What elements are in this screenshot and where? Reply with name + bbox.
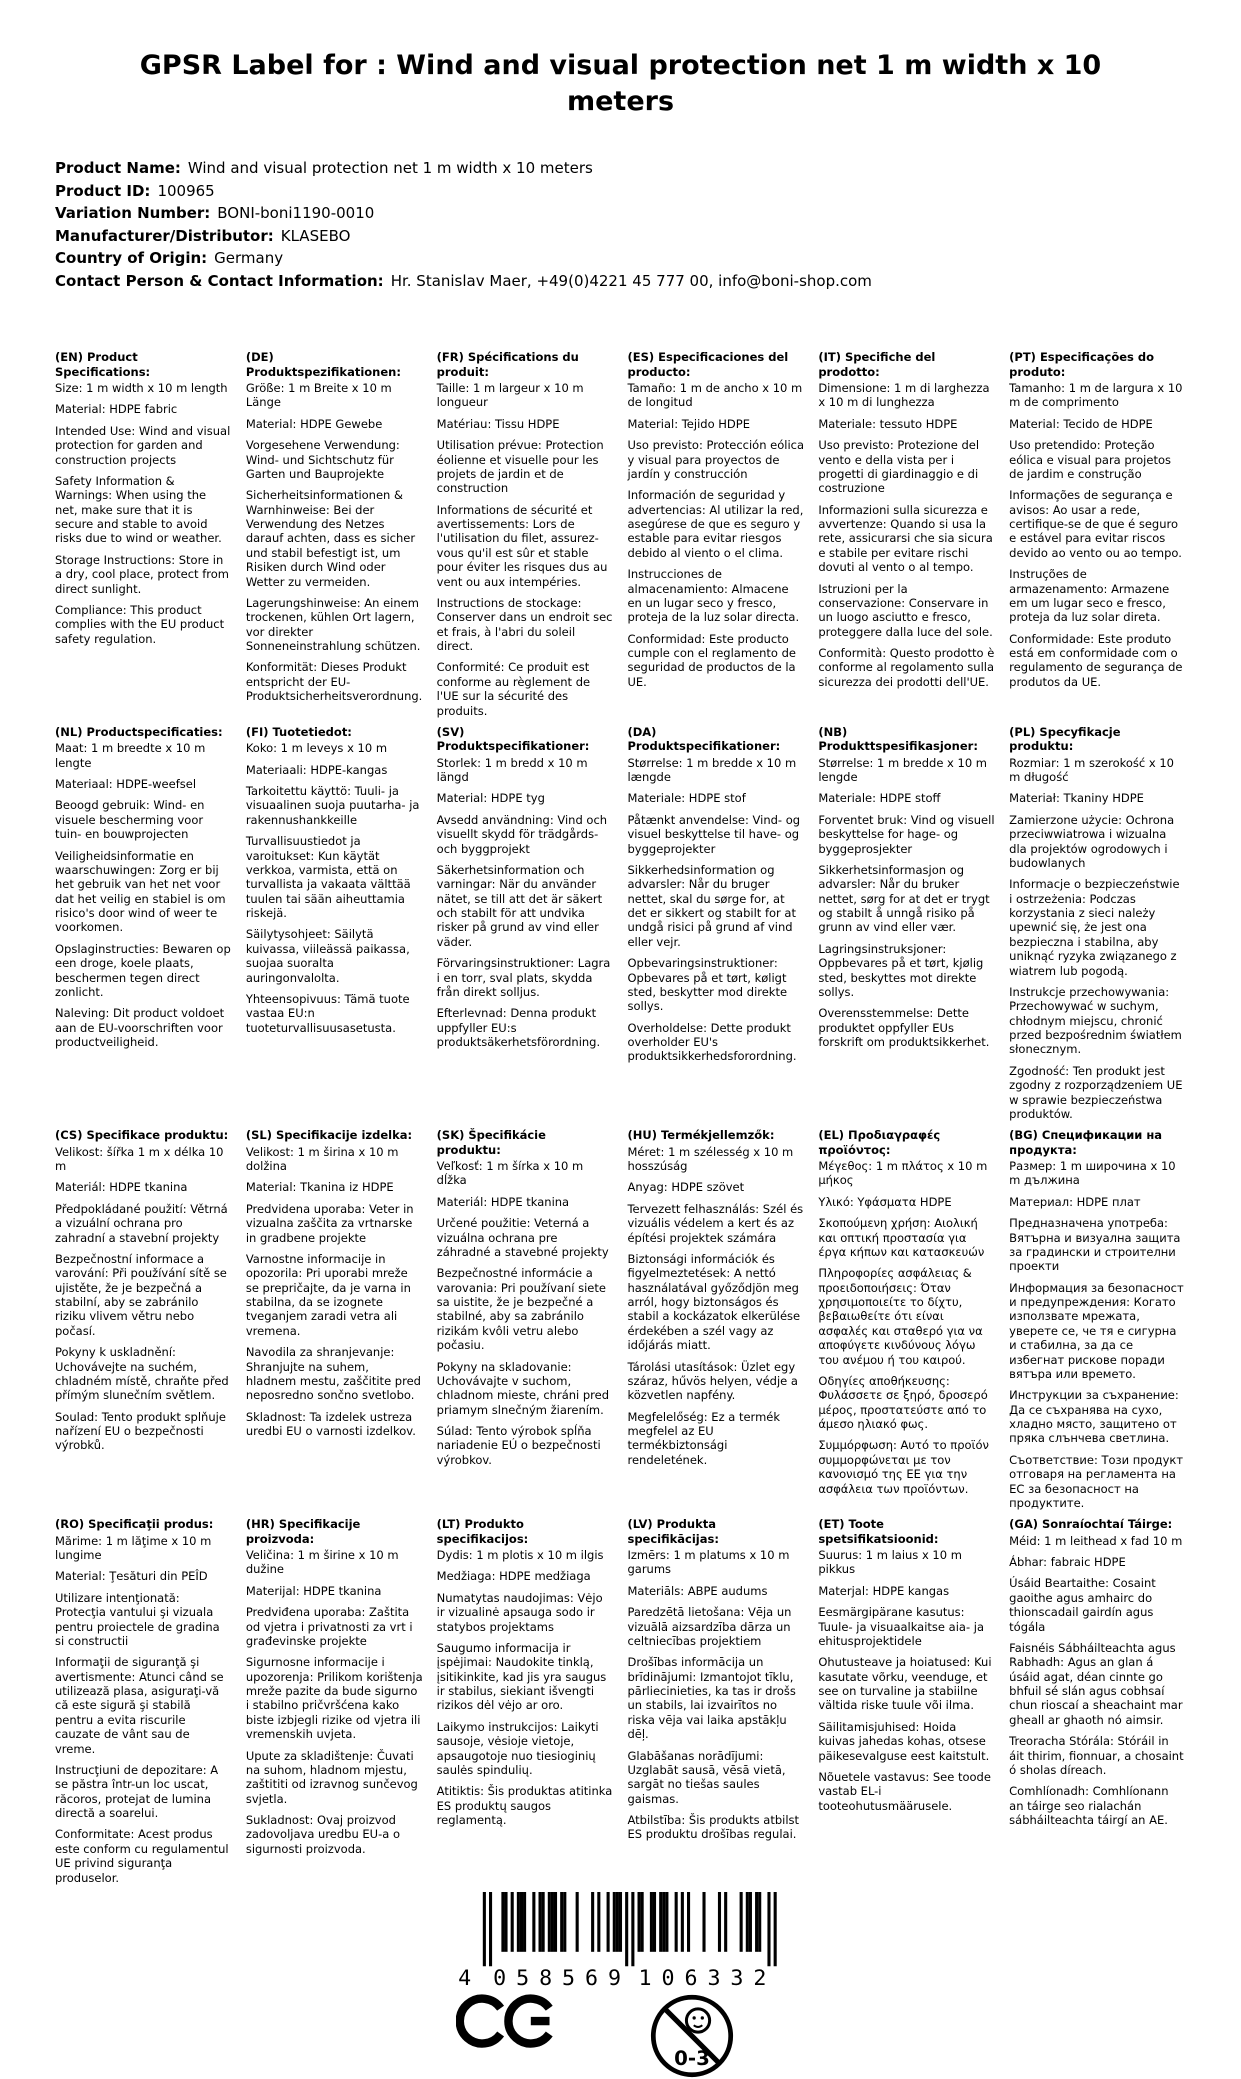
spec-block-fr [437,350,614,725]
spec-paragraph: Paredzētā lietošana: Vēja un vizuālā aizsardzība dārza un celtniecības projektiem [627,1605,792,1648]
product-info-line [55,270,1186,293]
spec-block-nl [55,725,232,1057]
spec-paragraph: Conformità: Questo prodotto è conforme al regolamento sulla sicurezza dei prodotti dell'UE. [818,646,995,689]
spec-block-el [818,1128,995,1503]
spec-paragraph: Forventet bruk: Vind og visuell beskyttelse for hage- og byggeprosjekter [818,812,995,856]
spec-block-bg [1009,1128,1186,1517]
spec-paragraph: Dydis: 1 m plotis x 10 m ilgis [436,1548,604,1562]
spec-paragraph: Velikost: šířka 1 m x délka 10 m [55,1144,224,1173]
spec-paragraph: Bezpečnostné informácie a varovania: Pri používaní siete sa uistite, že je bezpečné a stabilné, aby sa zabránilo rizikám kvôli vetru alebo počasiu. [436,1266,606,1353]
spec-paragraph: Suurus: 1 m laius x 10 m pikkus [818,1548,962,1577]
spec-paragraph: Zamierzone użycie: Ochrona przeciwwiatrowa i wizualna dla projektów ogrodowych i budowlanych [1009,812,1175,870]
spec-heading: (SL) Specifikacije izdelka: [245,1128,413,1143]
spec-paragraph: Matériau: Tissu HDPE [436,416,560,431]
spec-block-es [627,350,804,696]
spec-paragraph: Instrukcje przechowywania: Przechowywać w suchym, chłodnym miejscu, chronić przed bezpośrednim światłem słonecznym. [1009,984,1182,1057]
spec-paragraph: Rozmiar: 1 m szerokość x 10 m długość [1009,755,1174,784]
spec-paragraph: Numatytas naudojimas: Vėjo ir vizualinė apsauga sodo ir statybos projektams [436,1590,603,1634]
spec-paragraph: Tárolási utasítások: Üzlet egy száraz, hűvös helyen, védje a közvetlen napfény. [627,1359,798,1403]
spec-heading: (EL) Προδιαγραφές προϊόντος: [818,1128,941,1157]
spec-paragraph: Förvaringsinstruktioner: Lagra i en torr, sval plats, skydda från direkt solljus. [436,956,611,999]
spec-paragraph: Informações de segurança e avisos: Ao usar a rede, certifique-se de que é seguro e estável para evitar riscos devido ao vento ou ao tempo. [1009,488,1182,560]
spec-paragraph: Bezpečnostní informace a varování: Při používání sítě se ujistěte, že je bezpečná a stabilní, aby se zabránilo riziku vlivem větru nebo počasí. [55,1251,227,1338]
spec-paragraph: Съответствие: Този продукт отговаря на регламента на ЕС за безопасност на продуктите. [1009,1452,1184,1510]
age-warning-0-3-icon [649,1993,735,2079]
spec-heading: (DE) Produktspezifikationen: [245,350,401,379]
spec-paragraph: Påtænkt anvendelse: Vind- og visuel beskyttelse til have- og byggeprojekter [627,812,801,856]
product-info-value: Hr. Stanislav Maer, +49(0)4221 45 777 00, info@boni-shop.com [390,271,872,290]
spec-paragraph: Laikymo instrukcijos: Laikyti sausoje, vėsioje vietoje, apsaugotoje nuo tiesioginių saulės spindulių. [436,1719,599,1777]
spec-paragraph: Materiaal: HDPE-weefsel [55,777,197,791]
product-info-label: Contact Person & Contact Information: [55,271,384,290]
spec-heading: (SV) Produktspecifikationer: [436,724,590,754]
spec-paragraph: Tarkoitettu käyttö: Tuuli- ja visuaalinen suoja puutarha- ja rakennushankkeille [245,784,420,827]
spec-heading: (PT) Especificações do produto: [1009,350,1155,379]
spec-paragraph: Säilitamisjuhised: Hoida kuivas jahedas kohas, otsese päikesevalguse eest kaitstult. [818,1719,990,1763]
spec-paragraph: Tamanho: 1 m de largura x 10 m de comprimento [1009,381,1183,410]
spec-paragraph: Skladnost: Ta izdelek ustreza uredbi EU o varnosti izdelkov. [245,1409,416,1438]
spec-paragraph: Størrelse: 1 m bredde x 10 m lengde [818,755,988,784]
spec-heading: (LT) Produkto specifikacijos: [436,1517,529,1546]
spec-block-hr [246,1517,423,1863]
spec-paragraph: Συμμόρφωση: Αυτό το προϊόν συμμορφώνεται με τον κανονισμό της ΕΕ για την ασφάλεια των προϊόντων. [818,1438,989,1496]
spec-heading: (CS) Specifikace produktu: [55,1128,229,1143]
spec-paragraph: Istruzioni per la conservazione: Conservare in un luogo asciutto e fresco, proteggere dalla luce del sole. [818,581,993,639]
spec-paragraph: Izmērs: 1 m platums x 10 m garums [627,1548,790,1577]
spec-row-3 [55,1128,1186,1517]
product-info-value: BONI-boni1190-0010 [217,204,375,223]
spec-heading: (ET) Toote spetsifikatsioonid: [818,1517,939,1546]
spec-paragraph: Intended Use: Wind and visual protection for garden and construction projects [55,423,231,467]
spec-paragraph: Πληροφορίες ασφάλειας & προειδοποιήσεις: Όταν χρησιμοποιείτε το δίχτυ, βεβαιωθείτε ότι είναι ασφαλές και σταθερό για να αποφύγετε κινδύνους λόγω του ανέμου ή του καιρού. [818,1266,983,1367]
spec-paragraph: Sicherheitsinformationen & Warnhinweise: Bei der Verwendung des Netzes darauf achten, dass es sicher und stabil befestigt ist, um Risiken durch Wind oder Wetter zu vermeiden. [245,488,416,589]
spec-paragraph: Faisnéis Sábháilteachta agus Rabhadh: Agus an glan á úsáid agat, déan cinnte go bhfuil sé slán agus cobhsaí chun rioscaí a sheachaint mar gheall ar ghaoth nó aimsir. [1009,1640,1183,1727]
spec-paragraph: Informaţii de siguranţă şi avertismente: Atunci când se utilizează plasa, asiguraţi-vă că este sigură şi stabilă pentru a evita riscurile cauzate de vânt sau de vreme. [55,1655,224,1756]
spec-paragraph: Materiaali: HDPE-kangas [245,762,388,777]
spec-paragraph: Conformidad: Este producto cumple con el reglamento de seguridad de productos de la UE. [627,631,796,689]
spec-paragraph: Určené použitie: Veterná a vizuálna ochrana pre záhradné a stavebné projekty [436,1216,609,1259]
spec-block-ga [1009,1517,1186,1834]
spec-paragraph: Utilisation prévue: Protection éolienne et visuelle pour les projets de jardin et de construction [436,438,604,496]
spec-heading: (NL) Productspecificaties: [55,724,223,739]
spec-paragraph: Sikkerhedsinformation og advarsler: Når du bruger nettet, skal du sørge for, at det er sikkert og stabilt for at undgå risici på grund af vind eller vejr. [627,862,796,949]
spec-paragraph: Materiál: HDPE tkanina [55,1180,188,1195]
spec-paragraph: Uso previsto: Protección eólica y visual para proyectos de jardín y construcción [627,438,805,481]
product-info-value: 100965 [157,181,215,200]
spec-heading: (HU) Termékjellemzők: [627,1128,775,1143]
spec-paragraph: Soulad: Tento produkt splňuje nařízení EU o bezpečnosti výrobků. [55,1409,226,1453]
product-info-line [55,180,1186,203]
spec-paragraph: Conformité: Ce produit est conforme au règlement de l'UE sur la sécurité des produits. [436,660,591,718]
spec-paragraph: Sikkerhetsinformasjon og advarsler: Når du bruker nettet, sørg for at det er trygt og stabilt å unngå risiko på grunn av vind eller vær. [818,862,990,935]
spec-paragraph: Mărime: 1 m lăţime x 10 m lungime [55,1533,212,1562]
spec-heading: (DA) Produktspecifikationer: [627,724,781,754]
spec-paragraph: Úsáid Beartaithe: Cosaint gaoithe agus amhairc do thionscadail gairdín agus tógála [1009,1576,1156,1634]
language-spec-grid [55,350,1186,1892]
spec-paragraph: Pokyny na skladovanie: Uchovávajte v suchom, chladnom mieste, chráni pred priamym slnečným žiarením. [436,1359,610,1417]
product-info-label: Country of Origin: [55,249,208,268]
spec-heading: (NB) Produkttspesifikasjoner: [818,724,978,754]
spec-paragraph: Safety Information & Warnings: When using the net, make sure that it is secure and stable to avoid risks due to wind or weather. [55,473,222,546]
spec-paragraph: Opslaginstructies: Bewaren op een droge, koele plaats, beschermen tegen direct zonlicht. [55,941,231,999]
spec-paragraph: Säkerhetsinformation och varningar: När du använder nätet, se till att det är säkert och stabilt för att undvika risker på grund av vind eller väder. [436,862,603,949]
spec-paragraph: Μέγεθος: 1 m πλάτος x 10 m μήκος [818,1159,988,1188]
spec-paragraph: Yhteensopivuus: Tämä tuote vastaa EU:n tuoteturvallisuusasetusta. [245,991,410,1035]
spec-paragraph: Veličina: 1 m širine x 10 m dužine [245,1548,399,1577]
spec-paragraph: Material: HDPE tyg [436,791,545,806]
spec-paragraph: Veiligheidsinformatie en waarschuwingen: Zorg er bij het gebruik van het net voor dat het veilig en stabiel is om risico's door wind of weer te voorkomen. [55,848,226,935]
spec-paragraph: Sigurnosne informacije i upozorenja: Prilikom korištenja mreže pazite da bude sigurno i stabilno pričvršćena kako biste izbjegli rizike od vjetra ili vremenskih uvjeta. [245,1655,423,1742]
spec-paragraph: Información de seguridad y advertencias: Al utilizar la red, asegúrese de que es seguro y estable para evitar riesgos debido al viento o el clima. [627,488,804,560]
spec-paragraph: Uso previsto: Protezione del vento e della vista per i progetti di giardinaggio e di costruzione [818,438,980,496]
spec-paragraph: Информация за безопасност и предупреждения: Когато използвате мрежата, уверете се, че тя е сигурна и стабилна, за да се избегнат рискове поради вятъра или времето. [1009,1280,1184,1381]
spec-block-nb [818,725,995,1057]
product-info-line [55,247,1186,270]
spec-paragraph: Informations de sécurité et avertissements: Lors de l'utilisation du filet, assurez-vous qu'il est sûr et stable pour éviter les risques dus au vent ou aux intempéries. [436,502,608,589]
spec-paragraph: Lagerungshinweise: An einem trockenen, kühlen Ort lagern, vor direkter Sonneneinstrahlung schützen. [245,595,421,653]
spec-paragraph: Comhlíonadh: Comhlíonann an táirge seo rialachán sábháilteachta táirgí an AE. [1009,1784,1169,1827]
spec-row-4 [55,1517,1186,1892]
product-info-line [55,157,1186,180]
spec-paragraph: Veľkosť: 1 m šírka x 10 m dĺžka [436,1159,584,1188]
spec-paragraph: Nõuetele vastavus: See toode vastab EL-i tooteohutusmäärusele. [818,1769,991,1813]
ean13-barcode [456,1892,786,1991]
spec-block-lt [437,1517,614,1834]
spec-block-fi [246,725,423,1042]
spec-paragraph: Størrelse: 1 m bredde x 10 m længde [627,755,797,784]
spec-heading: (EN) Product Specifications: [55,350,151,379]
product-info-value: KLASEBO [280,226,351,245]
compliance-marks-row [456,1993,786,2079]
spec-paragraph: Overensstemmelse: Dette produktet oppfyller EUs forskrift om produktsikkerhet. [818,1006,990,1049]
spec-block-ro [55,1517,232,1892]
spec-paragraph: Instructions de stockage: Conserver dans un endroit sec et frais, à l'abri du soleil direct. [436,595,613,653]
spec-paragraph: Upute za skladištenje: Čuvati na suhom, hladnom mjestu, zaštititi od izravnog sunčevog svjetla. [245,1748,418,1806]
spec-paragraph: Materijal: HDPE tkanina [245,1583,382,1598]
spec-paragraph: Storage Instructions: Store in a dry, cool place, protect from direct sunlight. [55,552,229,596]
spec-paragraph: Tamaño: 1 m de ancho x 10 m de longitud [627,381,803,410]
spec-paragraph: Material: Ţesături din PEÎD [55,1569,208,1584]
product-info-line [55,225,1186,248]
spec-paragraph: Eesmärgipärane kasutus: Tuule- ja visuaalkaitse aia- ja ehitusprojektidele [818,1605,984,1648]
spec-paragraph: Instrucţiuni de depozitare: A se păstra într-un loc uscat, răcoros, protejat de lumina directă a soarelui. [55,1762,219,1820]
spec-block-pt [1009,350,1186,696]
spec-block-da [627,725,804,1071]
product-info-label: Product Name: [55,159,181,178]
spec-paragraph: Dimensione: 1 m di larghezza x 10 m di lunghezza [818,381,990,410]
spec-paragraph: Sukladnost: Ovaj proizvod zadovoljava uredbu EU-a o sigurnosti proizvoda. [245,1813,400,1856]
spec-paragraph: Uso pretendido: Proteção eólica e visual para projetos de jardim e construção [1009,438,1171,481]
spec-paragraph: Υλικό: Υφάσματα HDPE [818,1194,952,1209]
barcode-digits-left: 058569 [492,1965,621,1991]
barcode-digit-first: 4 [457,1965,471,1991]
spec-paragraph: Tervezett felhasználás: Szél és vizuális védelem a kert és az építési projektek számára [627,1201,804,1245]
spec-paragraph: Utilizare intenţionată: Protecţia vantului şi vizuala pentru proiectele de gradina si constructii [55,1590,220,1648]
spec-paragraph: Atbilstība: Šis produkts atbilst ES produktu drošības regulai. [627,1813,800,1842]
spec-heading: (GA) Sonraíochtaí Táirge: [1009,1517,1173,1532]
barcode-digits-right: 106332 [638,1965,766,1991]
spec-heading: (FI) Tuotetiedot: [245,724,352,739]
spec-paragraph: Overholdelse: Dette produkt overholder EU's produktsikkerhedsforordning. [627,1020,797,1064]
ce-mark-icon [456,1993,557,2051]
spec-paragraph: Materiál: HDPE tkanina [436,1194,570,1209]
spec-paragraph: Biztonsági információk és figyelmeztetések: A nettó használatával győződjön meg arról, hogy biztonságos és stabil a kockázatok elkerülése érdekében a szél vagy az időjárás miatt. [627,1251,801,1353]
spec-paragraph: Maat: 1 m breedte x 10 m lengte [55,741,206,770]
spec-paragraph: Materjal: HDPE kangas [818,1583,950,1598]
spec-paragraph: Saugumo informacija ir įspėjimai: Naudokite tinklą, įsitikinkite, kad jis yra saugus ir stabilus, siekiant išvengti rizikos dėl vėjo ar oro. [436,1640,607,1713]
spec-heading: (RO) Specificaţii produs: [55,1517,214,1532]
spec-paragraph: Σκοπούμενη χρήση: Αιολική και οπτική προστασία για έργα κήπων και κατασκευών [818,1216,985,1259]
spec-heading: (ES) Especificaciones del producto: [627,350,789,379]
spec-paragraph: Atitiktis: Šis produktas atitinka ES produktų saugos reglamentą. [436,1784,613,1827]
product-info-label: Manufacturer/Distributor: [55,226,274,245]
spec-paragraph: Säilytysohjeet: Säilytä kuivassa, viileässä paikassa, suojaa suoralta auringonvalolta. [245,927,410,985]
spec-paragraph: Varnostne informacije in opozorila: Pri uporabi mreže se prepričajte, da je varna in stabilna, da se izognete tveganjem zaradi vetra ali vremena. [245,1251,411,1338]
spec-paragraph: Beoogd gebruik: Wind- en visuele bescherming voor tuin- en bouwprojecten [55,798,205,842]
spec-paragraph: Velikost: 1 m širina x 10 m dolžina [245,1144,399,1173]
spec-paragraph: Informazioni sulla sicurezza e avvertenze: Quando si usa la rete, assicurarsi che sia sicura e stabile per evitare rischi dovuti al vento o al tempo. [818,502,993,575]
spec-paragraph: Material: HDPE Gewebe [245,416,383,431]
spec-block-pl [1009,725,1186,1128]
spec-paragraph: Efterlevnad: Denna produkt uppfyller EU:s produktsäkerhetsförordning. [436,1006,601,1049]
spec-block-de [246,350,423,710]
spec-paragraph: Material: Tejido HDPE [627,416,750,431]
product-info-value: Wind and visual protection net 1 m width x 10 meters [187,159,593,178]
spec-block-lv [627,1517,804,1849]
spec-paragraph: Materiāls: ABPE audums [627,1583,768,1598]
product-info-line [55,202,1186,225]
spec-paragraph: Conformidade: Este produto está em conformidade com o regulamento de segurança de produtos da UE. [1009,631,1183,689]
spec-block-sk [437,1128,614,1474]
spec-row-1 [55,350,1186,725]
spec-block-et [818,1517,995,1820]
spec-paragraph: Instrucciones de almacenamiento: Almacene en un lugar seco y fresco, proteja de la luz solar directa. [627,567,800,625]
spec-heading: (SK) Špecifikácie produktu: [436,1128,546,1157]
spec-paragraph: Ohutusteave ja hoiatused: Kui kasutate võrku, veenduge, et see on turvaline ja stabiilne vältida riske tuule või ilma. [818,1655,992,1713]
spec-paragraph: Naleving: Dit product voldoet aan de EU-voorschriften voor productveiligheid. [55,1006,225,1049]
barcode-section [55,1892,1186,1991]
spec-paragraph: Material: Tecido de HDPE [1009,416,1153,431]
spec-paragraph: Οδηγίες αποθήκευσης: Φυλάσσετε σε ξηρό, δροσερό μέρος, προστατεύστε από το άμεσο ηλιακό φως. [818,1373,988,1431]
spec-paragraph: Materiał: Tkaniny HDPE [1009,791,1144,806]
spec-paragraph: Предназначена употреба: Вятърна и визуална защита за градински и строителни проекти [1009,1216,1181,1274]
spec-block-en [55,350,232,653]
spec-paragraph: Материал: HDPE плат [1009,1194,1141,1209]
age-warning-label: 0-3 [673,2047,710,2071]
spec-paragraph: Materiale: HDPE stof [627,791,746,806]
spec-paragraph: Méret: 1 m szélesség x 10 m hosszúság [627,1144,794,1173]
spec-paragraph: Opbevaringsinstruktioner: Opbevares på et tørt, køligt sted, beskytter mod direkte sollys. [627,956,788,1014]
spec-paragraph: Megfelelőség: Ez a termék megfelel az EU termékbiztonsági rendeletének. [627,1409,781,1467]
spec-heading: (LV) Produkta specifikācijas: [627,1517,719,1546]
spec-block-it [818,350,995,696]
spec-paragraph: Vorgesehene Verwendung: Wind- und Sichtschutz für Garten und Bauprojekte [245,438,400,481]
spec-heading: (FR) Spécifications du produit: [436,350,579,379]
spec-paragraph: Size: 1 m width x 10 m length [55,381,228,395]
spec-paragraph: Drošības informācija un brīdinājumi: Izmantojot tīklu, pārliecinieties, ka tas ir drošs un stabils, lai izvairītos no riska vēja vai laika apstākļu dēļ. [627,1655,796,1742]
spec-paragraph: Koko: 1 m leveys x 10 m [245,741,388,756]
spec-paragraph: Storlek: 1 m bredd x 10 m längd [436,755,588,784]
spec-paragraph: Méid: 1 m leithead x fad 10 m [1009,1533,1183,1548]
spec-paragraph: Avsedd användning: Vind och visuellt skydd för trädgårds- och byggprojekt [436,812,608,856]
spec-paragraph: Navodila za shranjevanje: Shranjujte na suhem, hladnem mestu, zaščitite pred neposredno sončno svetlobo. [245,1345,421,1403]
spec-paragraph: Größe: 1 m Breite x 10 m Länge [245,381,392,410]
spec-paragraph: Předpokládané použití: Větrná a vizuální ochrana pro zahradní a stavební projekty [55,1201,228,1245]
spec-paragraph: Glabāšanas norādījumi: Uzglabāt sausā, vēsā vietā, sargāt no tiešas saules gaismas. [627,1748,786,1806]
spec-block-sl [246,1128,423,1445]
spec-paragraph: Lagringsinstruksjoner: Oppbevares på et tørt, kjølig sted, beskyttes mot direkte sollys. [818,941,984,999]
spec-paragraph: Размер: 1 m широчина x 10 m дължина [1009,1159,1176,1188]
spec-paragraph: Zgodność: Ten produkt jest zgodny z rozporządzeniem UE w sprawie bezpieczeństwa produktów. [1009,1063,1183,1121]
spec-paragraph: Materiale: HDPE stoff [818,791,941,806]
spec-paragraph: Anyag: HDPE szövet [627,1180,745,1195]
product-info-label: Variation Number: [55,204,211,223]
spec-paragraph: Predviđena uporaba: Zaštita od vjetra i privatnosti za vrt i građevinske projekte [245,1605,413,1648]
spec-paragraph: Ábhar: fabraic HDPE [1009,1555,1126,1569]
product-info-label: Product ID: [55,181,151,200]
spec-heading: (HR) Specifikacije proizvoda: [245,1517,361,1546]
spec-paragraph: Conformitate: Acest produs este conform cu regulamentul UE privind siguranţa produselor. [55,1827,229,1885]
spec-paragraph: Turvallisuustiedot ja varoitukset: Kun käytät verkkoa, varmista, että on turvallista ja vakaata välttää tuulen tai sään aiheuttamia riskejä. [245,834,411,920]
spec-paragraph: Súlad: Tento výrobok spĺňa nariadenie EÚ o bezpečnosti výrobkov. [436,1424,601,1467]
product-info-value: Germany [214,249,284,268]
spec-paragraph: Material: HDPE fabric [55,402,178,417]
spec-heading: (PL) Specyfikacje produktu: [1009,724,1121,754]
spec-paragraph: Инструкции за съхранение: Да се съхранява на сухо, хладно място, защитено от пряка слънчева светлина. [1009,1388,1179,1446]
page-title: GPSR Label for : Wind and visual protection net 1 m width x 10 meters [139,50,1102,117]
spec-heading: (BG) Спецификации на продукта: [1009,1128,1163,1157]
spec-paragraph: Materiale: tessuto HDPE [818,416,958,431]
spec-row-2 [55,725,1186,1128]
spec-block-sv [437,725,614,1057]
spec-paragraph: Instruções de armazenamento: Armazene em um lugar seco e fresco, proteja da luz solar direta. [1009,567,1170,625]
product-info-section [55,157,1186,292]
spec-paragraph: Konformität: Dieses Produkt entspricht der EU-Produktsicherheitsverordnung. [245,660,423,704]
spec-paragraph: Predvidena uporaba: Veter in vizualna zaščita za vrtnarske in gradbene projekte [245,1201,414,1245]
spec-paragraph: Medžiaga: HDPE medžiaga [436,1569,591,1584]
spec-block-hu [627,1128,804,1474]
spec-paragraph: Compliance: This product complies with the EU product safety regulation. [55,602,225,646]
spec-paragraph: Material: Tkanina iz HDPE [245,1180,394,1195]
spec-paragraph: Taille: 1 m largeur x 10 m longueur [436,381,584,410]
spec-heading: (IT) Specifiche del prodotto: [818,350,936,379]
spec-paragraph: Treoracha Stórála: Stóráil in áit thirim, fionnuar, a chosaint ó sholas díreach. [1009,1734,1184,1777]
spec-block-cs [55,1128,232,1460]
spec-paragraph: Pokyny k uskladnění: Uchovávejte na suchém, chladném místě, chraňte před přímým slunečním světlem. [55,1345,229,1403]
spec-paragraph: Informacje o bezpieczeństwie i ostrzeżenia: Podczas korzystania z sieci należy upewnić się, że jest ona bezpieczna i stabilna, aby uniknąć ryzyka związanego z wiatrem lub pogodą. [1009,877,1180,978]
